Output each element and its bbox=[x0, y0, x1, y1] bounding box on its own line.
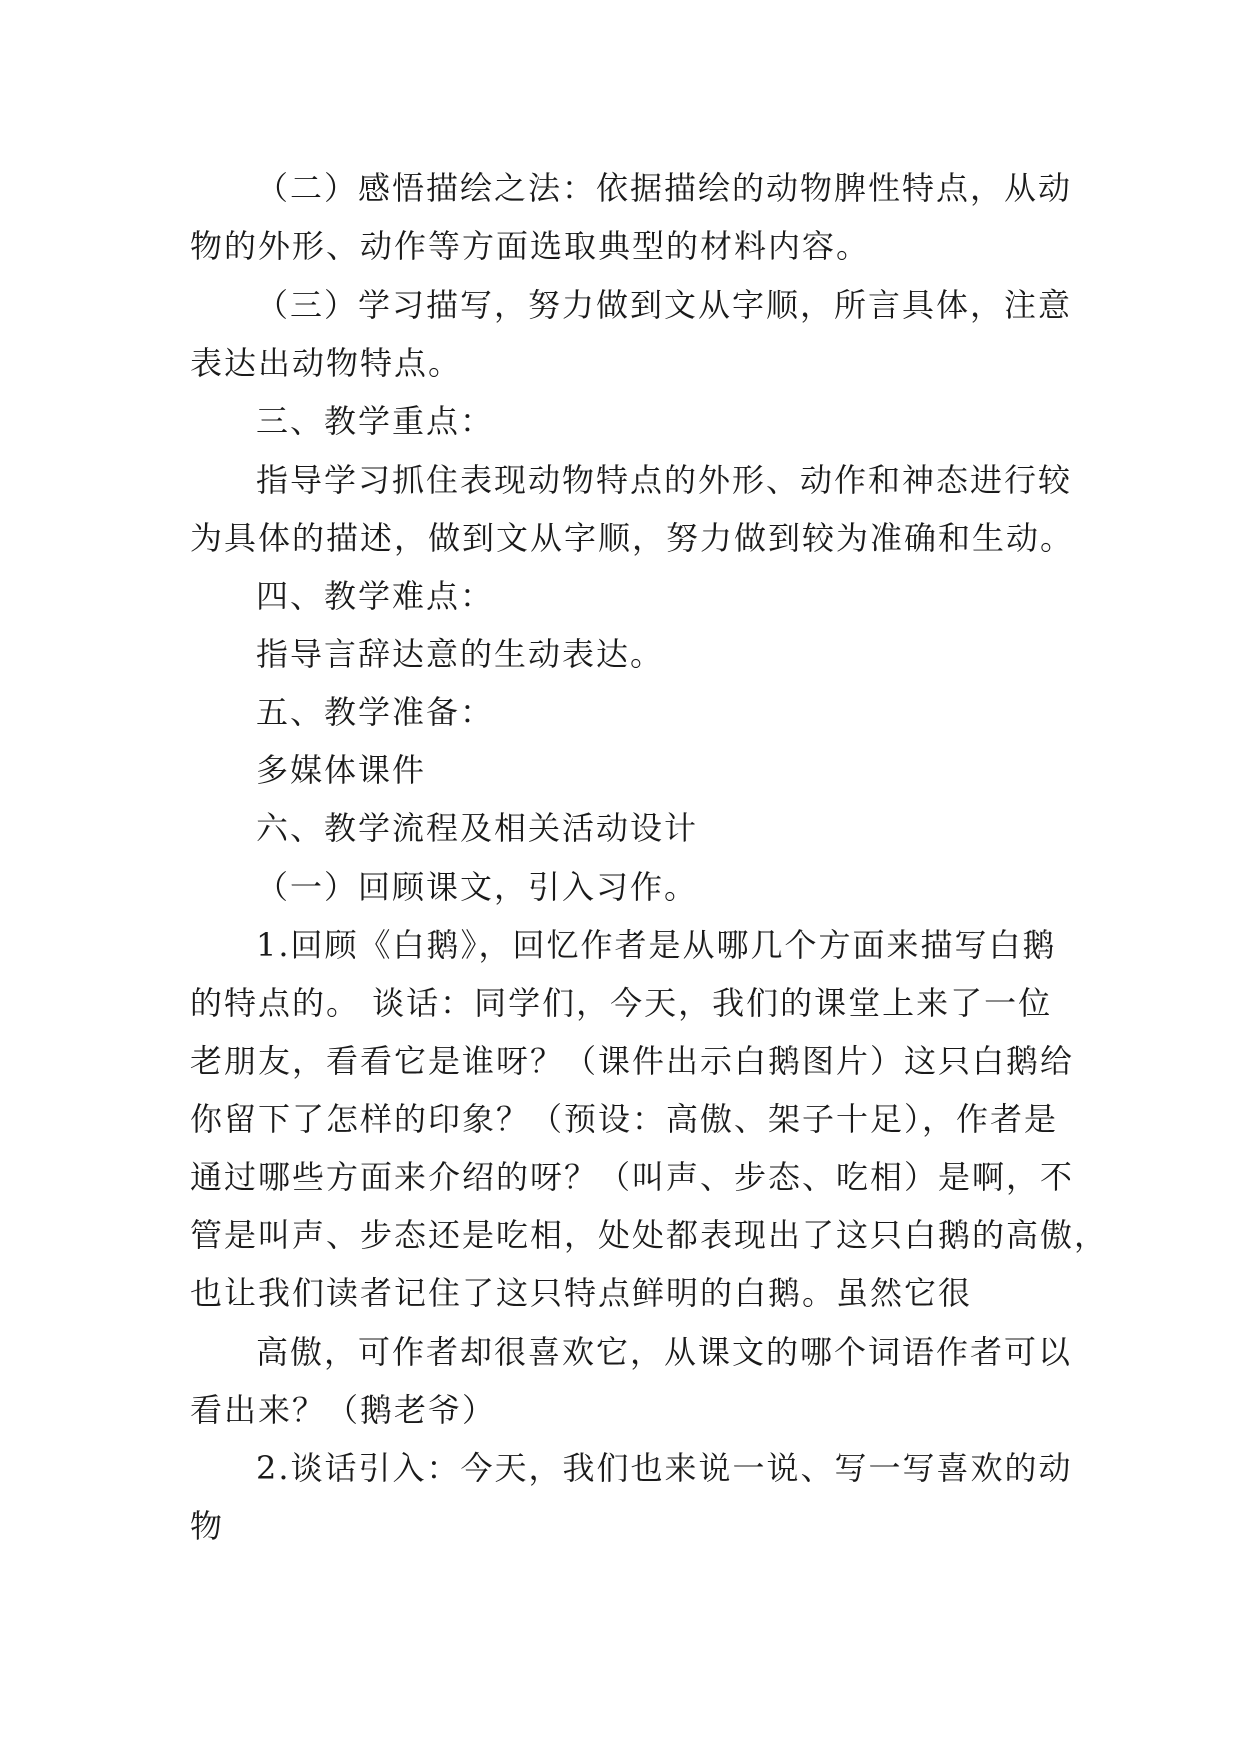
text-line: 也让我们读者记住了这只特点鲜明的白鹅。虽然它很 bbox=[190, 1274, 973, 1312]
text-line: 物 bbox=[190, 1507, 225, 1545]
text-line: 的特点的。 谈话：同学们，今天，我们的课堂上来了一位 bbox=[190, 984, 1053, 1022]
text-line: 老朋友，看看它是谁呀？（课件出示白鹅图片）这只白鹅给 bbox=[190, 1042, 1075, 1080]
subsection-heading: （一）回顾课文，引入习作。 bbox=[256, 868, 699, 906]
text-line: 指导学习抓住表现动物特点的外形、动作和神态进行较 bbox=[256, 461, 1073, 499]
text-line: 为具体的描述，做到文从字顺，努力做到较为准确和生动。 bbox=[190, 519, 1075, 557]
text-line: （二）感悟描绘之法：依据描绘的动物脾性特点，从动 bbox=[256, 169, 1073, 207]
text-line: 你留下了怎样的印象？（预设：高傲、架子十足），作者是 bbox=[190, 1100, 1059, 1138]
section-heading: 三、教学重点： bbox=[256, 402, 495, 440]
text-line: 多媒体课件 bbox=[256, 751, 427, 789]
text-line: 物的外形、动作等方面选取典型的材料内容。 bbox=[190, 227, 871, 265]
text-line: 管是叫声、步态还是吃相，处处都表现出了这只白鹅的高傲， bbox=[190, 1216, 1109, 1254]
text-line: 看出来？（鹅老爷） bbox=[190, 1391, 497, 1429]
text-line: 指导言辞达意的生动表达。 bbox=[256, 635, 665, 673]
section-heading: 四、教学难点： bbox=[256, 577, 495, 615]
section-heading: 六、教学流程及相关活动设计 bbox=[256, 809, 699, 847]
text-line: 高傲，可作者却很喜欢它，从课文的哪个词语作者可以 bbox=[256, 1333, 1073, 1371]
text-line: 通过哪些方面来介绍的呀？（叫声、步态、吃相）是啊，不 bbox=[190, 1158, 1075, 1196]
text-line: 表达出动物特点。 bbox=[190, 344, 463, 382]
text-line: 2.谈话引入：今天，我们也来说一说、写一写喜欢的动 bbox=[256, 1449, 1073, 1487]
text-line: 1.回顾《白鹅》，回忆作者是从哪几个方面来描写白鹅 bbox=[256, 926, 1057, 964]
section-heading: 五、教学准备： bbox=[256, 693, 495, 731]
text-line: （三）学习描写，努力做到文从字顺，所言具体，注意 bbox=[256, 286, 1073, 324]
